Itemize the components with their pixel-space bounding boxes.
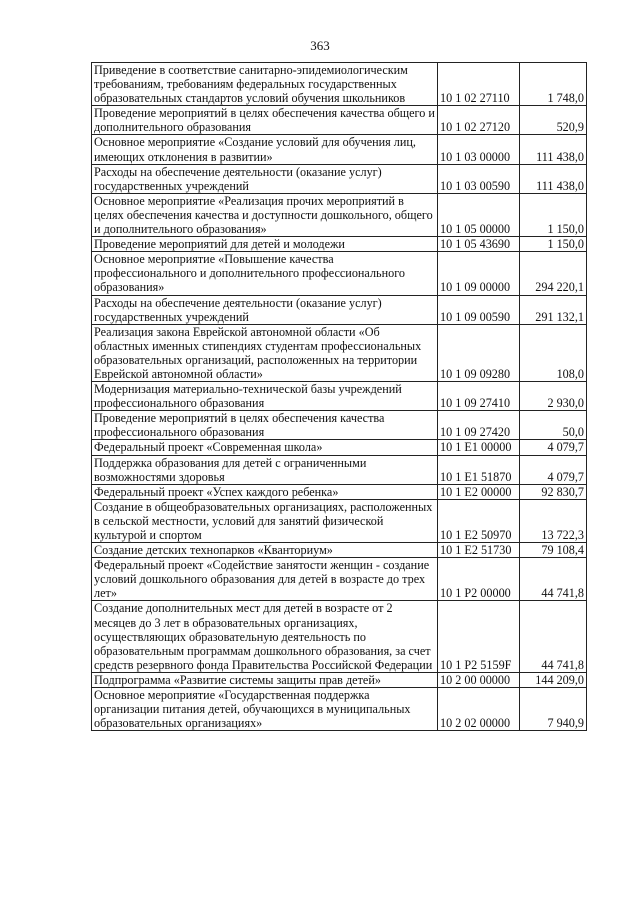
table-row (92, 455, 587, 484)
table-row (92, 601, 587, 672)
row-amount-cell: 4 079,7 (520, 455, 587, 484)
row-code-cell: 10 1 05 43690 (438, 237, 520, 252)
table-row (92, 63, 587, 106)
row-code-cell: 10 1 02 27120 (438, 106, 520, 135)
table-row (92, 440, 587, 455)
row-amount-cell: 294 220,1 (520, 252, 587, 295)
row-name-cell: Реализация закона Еврейской автономной области «Об областных именных стипендиях студентам профессиональных образовательных организаций, расположенных на территории Еврейской автономной области» (92, 324, 438, 381)
row-name-cell: Поддержка образования для детей с ограниченными возможностями здоровья (92, 455, 438, 484)
table-row (92, 411, 587, 440)
row-amount-cell: 44 741,8 (520, 601, 587, 672)
row-amount-cell: 2 930,0 (520, 382, 587, 411)
row-amount-cell: 144 209,0 (520, 672, 587, 687)
row-amount-cell: 108,0 (520, 324, 587, 381)
row-amount-cell: 291 132,1 (520, 295, 587, 324)
row-name-cell: Федеральный проект «Содействие занятости женщин - создание условий дошкольного образования для детей в возрасте до трех лет» (92, 558, 438, 601)
row-name-cell: Расходы на обеспечение деятельности (оказание услуг) государственных учреждений (92, 164, 438, 193)
row-amount-cell: 50,0 (520, 411, 587, 440)
row-code-cell: 10 1 E2 00000 (438, 484, 520, 499)
row-code-cell: 10 1 03 00000 (438, 135, 520, 164)
row-name-cell: Федеральный проект «Современная школа» (92, 440, 438, 455)
row-name-cell: Основное мероприятие «Повышение качества профессионального и дополнительного профессионального образования» (92, 252, 438, 295)
row-amount-cell: 1 150,0 (520, 193, 587, 236)
row-amount-cell: 1 748,0 (520, 63, 587, 106)
row-code-cell: 10 1 09 00590 (438, 295, 520, 324)
page-number: 363 (310, 38, 330, 53)
row-code-cell: 10 1 09 27420 (438, 411, 520, 440)
table-row (92, 499, 587, 542)
row-code-cell: 10 1 09 00000 (438, 252, 520, 295)
table-row (92, 672, 587, 687)
row-name-cell: Основное мероприятие «Создание условий для обучения лиц, имеющих отклонения в развитии» (92, 135, 438, 164)
row-amount-cell: 44 741,8 (520, 558, 587, 601)
table-row (92, 237, 587, 252)
row-code-cell: 10 1 03 00590 (438, 164, 520, 193)
row-name-cell: Основное мероприятие «Государственная поддержка организации питания детей, обучающихся в муниципальных образовательных организациях» (92, 688, 438, 731)
row-name-cell: Расходы на обеспечение деятельности (оказание услуг) государственных учреждений (92, 295, 438, 324)
table-row (92, 543, 587, 558)
table-row (92, 558, 587, 601)
row-name-cell: Подпрограмма «Развитие системы защиты прав детей» (92, 672, 438, 687)
row-name-cell: Федеральный проект «Успех каждого ребенка» (92, 484, 438, 499)
row-amount-cell: 1 150,0 (520, 237, 587, 252)
table-row (92, 135, 587, 164)
row-code-cell: 10 1 09 09280 (438, 324, 520, 381)
row-code-cell: 10 1 P2 5159F (438, 601, 520, 672)
budget-table (91, 62, 587, 731)
row-code-cell: 10 2 02 00000 (438, 688, 520, 731)
row-code-cell: 10 1 E1 00000 (438, 440, 520, 455)
row-code-cell: 10 2 00 00000 (438, 672, 520, 687)
row-name-cell: Создание детских технопарков «Кванториум» (92, 543, 438, 558)
row-name-cell: Создание дополнительных мест для детей в возрасте от 2 месяцев до 3 лет в образовательных организациях, осуществляющих образовательную деятельность по образовательным программам дошкольного образования, за счет средств резервного фонда Правительства Российской Федерации (92, 601, 438, 672)
table-row (92, 252, 587, 295)
row-name-cell: Основное мероприятие «Реализация прочих мероприятий в целях обеспечения качества и доступности дошкольного, общего и дополнительного образования» (92, 193, 438, 236)
row-amount-cell: 4 079,7 (520, 440, 587, 455)
row-code-cell: 10 1 02 27110 (438, 63, 520, 106)
budget-table-body (92, 63, 587, 731)
table-row (92, 484, 587, 499)
row-name-cell: Создание в общеобразовательных организациях, расположенных в сельской местности, условий для занятий физической культурой и спортом (92, 499, 438, 542)
row-name-cell: Проведение мероприятий в целях обеспечения качества профессионального образования (92, 411, 438, 440)
table-row (92, 106, 587, 135)
table-row (92, 688, 587, 731)
row-amount-cell: 111 438,0 (520, 135, 587, 164)
row-name-cell: Проведение мероприятий для детей и молодежи (92, 237, 438, 252)
table-row (92, 193, 587, 236)
table-row (92, 382, 587, 411)
row-code-cell: 10 1 E1 51870 (438, 455, 520, 484)
row-amount-cell: 79 108,4 (520, 543, 587, 558)
row-code-cell: 10 1 P2 00000 (438, 558, 520, 601)
row-amount-cell: 13 722,3 (520, 499, 587, 542)
row-name-cell: Модернизация материально-технической базы учреждений профессионального образования (92, 382, 438, 411)
row-code-cell: 10 1 E2 51730 (438, 543, 520, 558)
row-name-cell: Проведение мероприятий в целях обеспечения качества общего и дополнительного образования (92, 106, 438, 135)
row-code-cell: 10 1 05 00000 (438, 193, 520, 236)
table-row (92, 164, 587, 193)
row-amount-cell: 520,9 (520, 106, 587, 135)
row-amount-cell: 111 438,0 (520, 164, 587, 193)
row-amount-cell: 92 830,7 (520, 484, 587, 499)
table-row (92, 295, 587, 324)
row-code-cell: 10 1 09 27410 (438, 382, 520, 411)
row-name-cell: Приведение в соответствие санитарно-эпидемиологическим требованиям, требованиям федеральных государственных образовательных стандартов условий обучения школьников (92, 63, 438, 106)
table-row (92, 324, 587, 381)
row-code-cell: 10 1 E2 50970 (438, 499, 520, 542)
row-amount-cell: 7 940,9 (520, 688, 587, 731)
